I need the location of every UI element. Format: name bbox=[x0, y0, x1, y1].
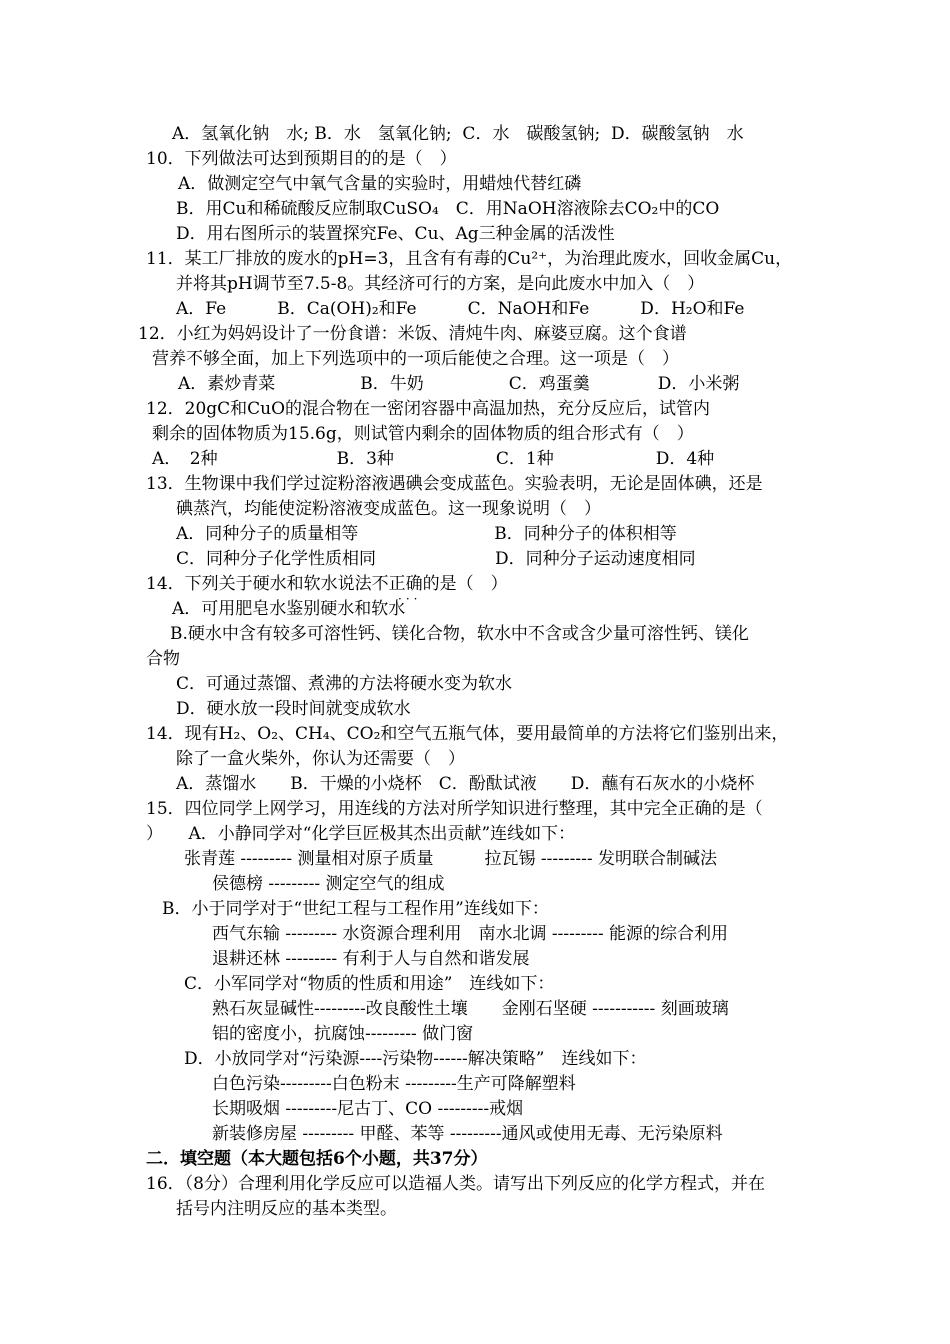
q10-option-a: A．做测定空气中氧气含量的实验时，用蜡烛代替红磷 bbox=[178, 174, 582, 194]
q15-d-row-2: 长期吸烟 ---------尼古丁、CO ---------戒烟 bbox=[212, 1099, 524, 1119]
q13-options-ab: A．同种分子的质量相等 B．同种分子的体积相等 bbox=[176, 524, 677, 544]
q14b-stem-line-1: 14．现有H₂、O₂、CH₄、CO₂和空气五瓶气体，要用最简单的方法将它们鉴别出来， bbox=[146, 724, 789, 744]
q15-c-heading: C．小军同学对“物质的性质和用途” 连线如下： bbox=[184, 974, 555, 994]
q15-a-row-1: 张青莲 --------- 测量相对原子质量 拉瓦锡 --------- 发明联合制碱法 bbox=[184, 849, 718, 869]
q13-options-cd: C．同种分子化学性质相同 D．同种分子运动速度相同 bbox=[176, 549, 696, 569]
q15-d-row-1: 白色污染---------白色粉末 ---------生产可降解塑料 bbox=[212, 1074, 576, 1094]
q15-stem-line-1: 15．四位同学上网学习，用连线的方法对所学知识进行整理，其中完全正确的是（ bbox=[146, 799, 763, 819]
q10-option-b-c: B．用Cu和稀硫酸反应制取CuSO₄ C．用NaOH溶液除去CO₂中的CO bbox=[176, 199, 720, 219]
q15-b-row-2: 退耕还林 --------- 有利于人与自然和谐发展 bbox=[212, 949, 530, 969]
q12b-stem-line-1: 12．20gC和CuO的混合物在一密闭容器中高温加热，充分反应后，试管内 bbox=[146, 399, 711, 419]
q14a-option-b-line-2: 合物 bbox=[146, 649, 180, 669]
q14a-stem: 14．下列关于硬水和软水说法不正确的是（ ） bbox=[146, 574, 508, 594]
q10-stem: 10．下列做法可达到预期目的的是（ ） bbox=[146, 149, 457, 169]
q15-c-row-1: 熟石灰显碱性---------改良酸性土壤 金刚石坚硬 ----------- 刻画玻璃 bbox=[212, 999, 729, 1019]
q12a-stem-line-1: 12．小红为妈妈设计了一份食谱：米饭、清炖牛肉、麻婆豆腐。这个食谱 bbox=[138, 324, 687, 344]
q15-c-row-2: 铝的密度小，抗腐蚀--------- 做门窗 bbox=[212, 1024, 474, 1044]
q16-stem-line-2: 括号内注明反应的基本类型。 bbox=[176, 1199, 397, 1219]
q14a-option-b-line-1: B.硬水中含有较多可溶性钙、镁化合物，软水中不含或含少量可溶性钙、镁化 bbox=[170, 624, 749, 644]
q15-d-row-3: 新装修房屋 --------- 甲醛、苯等 ---------通风或使用无毒、无污染原料 bbox=[212, 1124, 723, 1144]
q15-b-heading: B．小于同学对于“世纪工程与工程作用”连线如下： bbox=[162, 899, 549, 919]
q11-options: A．Fe B．Ca(OH)₂和Fe C．NaOH和Fe D．H₂O和Fe bbox=[176, 299, 745, 319]
q11-stem-line-2: 并将其pH调节至7.5-8。其经济可行的方案，是向此废水中加入（ ） bbox=[176, 274, 705, 294]
q14a-option-a: A．可用肥皂水鉴别硬水和软水 bbox=[172, 599, 406, 619]
q12a-stem-line-2: 营养不够全面，加上下列选项中的一项后能使之合理。这一项是（ ） bbox=[152, 349, 679, 369]
q10-option-d: D．用右图所示的装置探究Fe、Cu、Ag三种金属的活泼性 bbox=[176, 224, 615, 244]
q15-stem-line-2: ） A．小静同学对“化学巨匠极其杰出贡献”连线如下： bbox=[146, 824, 576, 844]
section-2-heading: 二．填空题（本大题包括6个小题，共37分） bbox=[146, 1149, 488, 1169]
q12b-options: A． 2种 B．3种 C．1种 D．4种 bbox=[152, 449, 715, 469]
q14b-options: A．蒸馏水 B．干燥的小烧杯 C．酚酞试液 D．蘸有石灰水的小烧杯 bbox=[176, 774, 755, 794]
q13-stem-line-2: 碘蒸汽，均能使淀粉溶液变成蓝色。这一现象说明（ ） bbox=[176, 499, 601, 519]
emphasis-dots: ··· bbox=[398, 592, 422, 606]
q14a-option-d: D．硬水放一段时间就变成软水 bbox=[176, 699, 411, 719]
q12a-options: A．素炒青菜 B．牛奶 C．鸡蛋羹 D．小米粥 bbox=[178, 374, 740, 394]
q14b-stem-line-2: 除了一盒火柴外，你认为还需要（ ） bbox=[176, 749, 465, 769]
q12b-stem-line-2: 剩余的固体物质为15.6g，则试管内剩余的固体物质的组合形式有（ ） bbox=[152, 424, 694, 444]
q15-a-row-2: 侯德榜 --------- 测定空气的组成 bbox=[212, 874, 445, 894]
q15-b-row-1: 西气东输 --------- 水资源合理利用 南水北调 --------- 能源的综合利用 bbox=[212, 924, 729, 944]
q11-stem-line-1: 11．某工厂排放的废水的pH=3，且含有有毒的Cu²⁺，为治理此废水，回收金属Cu， bbox=[146, 249, 793, 269]
q13-stem-line-1: 13．生物课中我们学过淀粉溶液遇碘会变成蓝色。实验表明，无论是固体碘，还是 bbox=[146, 474, 763, 494]
q14a-option-c: C．可通过蒸馏、煮沸的方法将硬水变为软水 bbox=[176, 674, 513, 694]
q15-d-heading: D．小放同学对“污染源----污染物------解决策略” 连线如下： bbox=[184, 1049, 647, 1069]
q9-options-line: A．氢氧化钠 水; B．水 氢氧化钠; C．水 碳酸氢钠; D．碳酸氢钠 水 bbox=[172, 124, 744, 144]
q16-stem-line-1: 16．（8分）合理利用化学反应可以造福人类。请写出下列反应的化学方程式，并在 bbox=[146, 1174, 765, 1194]
